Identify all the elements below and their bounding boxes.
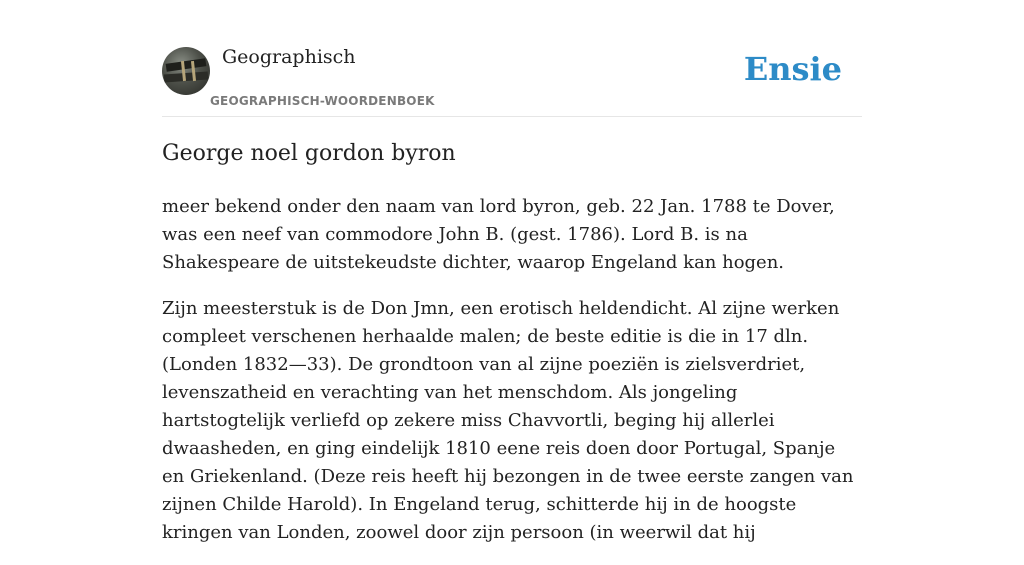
avatar-book-shape (164, 71, 208, 82)
avatar-book-shape (166, 58, 207, 71)
source-avatar[interactable] (162, 47, 210, 95)
article-title: George noel gordon byron (162, 141, 456, 166)
source-header (162, 44, 862, 117)
article-paragraph: meer bekend onder den naam van lord byron, geb. 22 Jan. 1788 te Dover, was een neef van commodore John B. (gest. 1786). Lord B. is na Shakespeare de uitstekeudste dichter, waarop Engeland kan hogen. (162, 196, 835, 273)
ensie-logo[interactable]: Ensie (743, 50, 842, 88)
source-slug: GEOGRAPHISCH-WOORDENBOEK (210, 94, 435, 108)
source-name-link[interactable]: Geographisch (222, 46, 356, 68)
article-body (162, 193, 862, 565)
article-paragraph: Zijn meesterstuk is de Don Jmn, een erotisch heldendicht. Al zijne werken compleet verschenen herhaalde malen; de beste editie is die in 17 dln. (Londen 1832—33). De grondtoon van al zijne poeziën is zielsverdriet, levenszatheid en verachting van het menschdom. Als jongeling hartstogtelijk verliefd op zekere miss Chavvortli, beging hij allerlei dwaasheden, en ging eindelijk 1810 eene reis doen door Portugal, Spanje en Griekenland. (Deze reis heeft hij bezongen in de twee eerste zangen van zijnen Childe Harold). In Engeland terug, schitterde hij in de hoogste kringen van Londen, zoowel door zijn persoon (in weerwil dat hij (162, 298, 854, 543)
